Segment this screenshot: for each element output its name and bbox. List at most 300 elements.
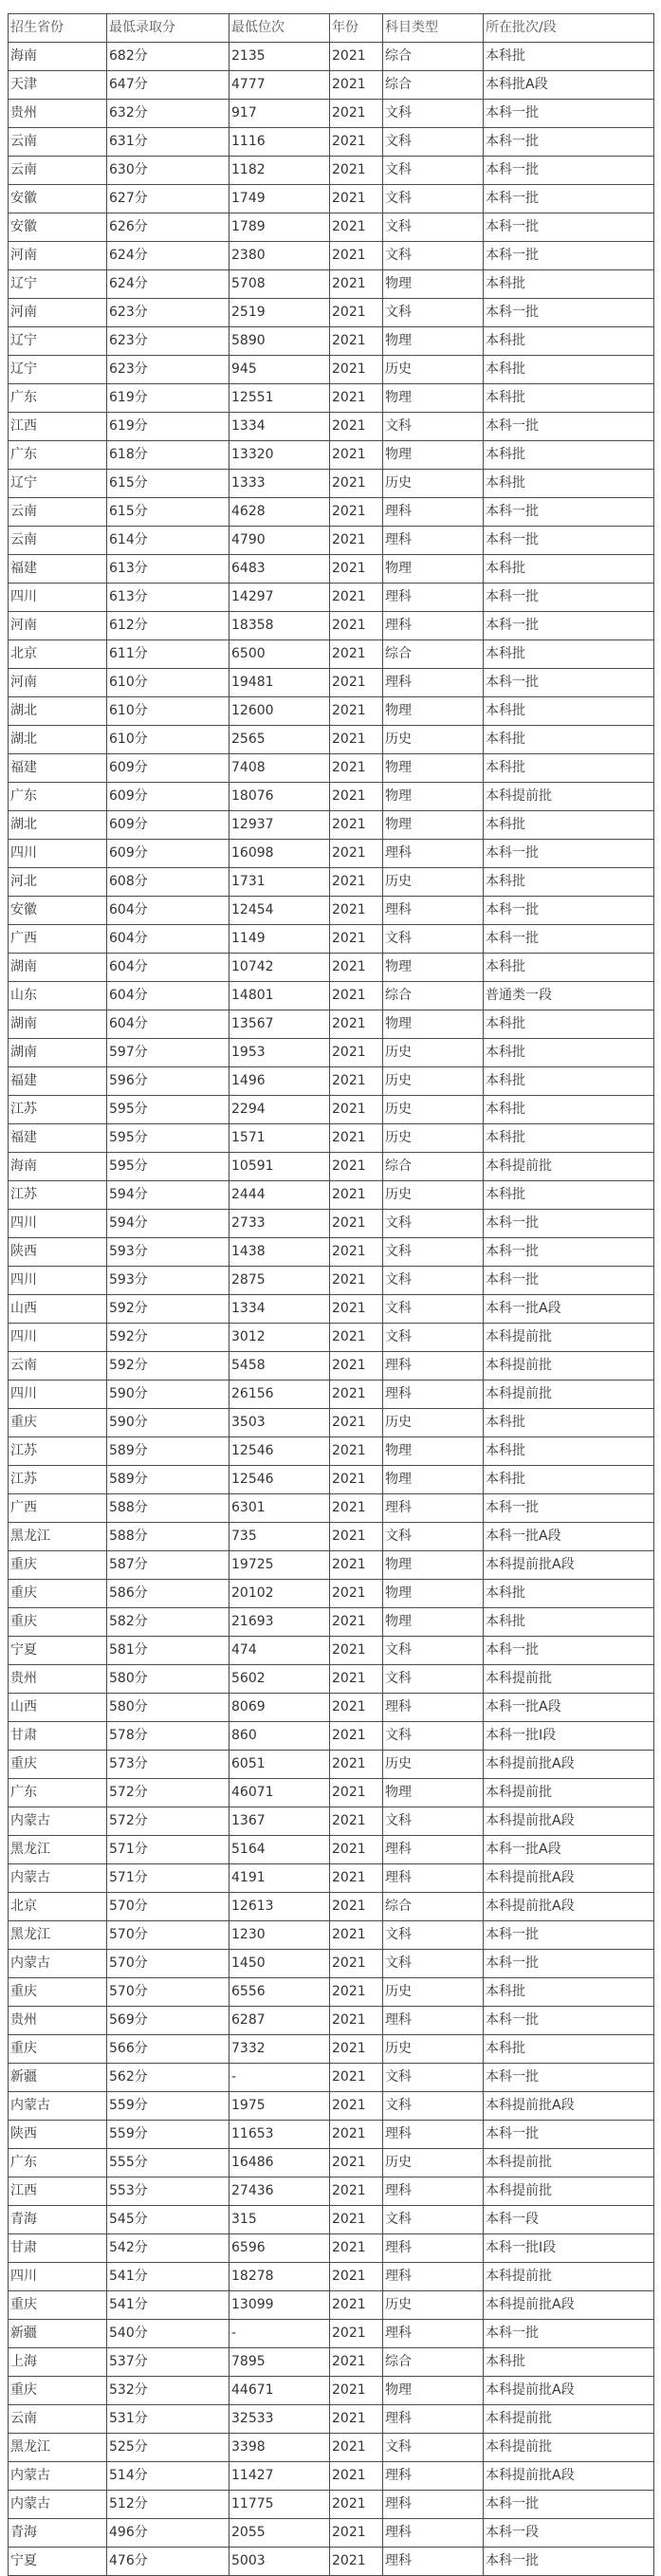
cell-year: 2021 — [330, 185, 383, 213]
cell-batch: 本科一批A段 — [484, 1694, 654, 1722]
cell-province: 广东 — [9, 1779, 107, 1807]
cell-min-rank: 1182 — [230, 157, 330, 185]
table-row — [9, 1921, 654, 1950]
cell-min-rank: 2294 — [230, 1096, 330, 1124]
table-row — [9, 640, 654, 669]
cell-year: 2021 — [330, 1238, 383, 1267]
cell-year: 2021 — [330, 1523, 383, 1551]
cell-batch: 本科批 — [484, 356, 654, 384]
cell-year: 2021 — [330, 1466, 383, 1494]
cell-subject-type: 物理 — [383, 384, 484, 413]
cell-year: 2021 — [330, 213, 383, 242]
table-row — [9, 2263, 654, 2291]
cell-year: 2021 — [330, 1295, 383, 1324]
cell-year: 2021 — [330, 498, 383, 527]
cell-subject-type: 物理 — [383, 1580, 484, 1608]
cell-batch: 本科一批 — [484, 1950, 654, 1978]
cell-min-rank: 2875 — [230, 1267, 330, 1295]
cell-province: 四川 — [9, 840, 107, 868]
cell-year: 2021 — [330, 128, 383, 157]
header-min-rank: 最低位次 — [230, 14, 330, 43]
table-row — [9, 1381, 654, 1409]
table-row — [9, 1181, 654, 1210]
cell-min-score: 604分 — [107, 954, 230, 982]
cell-subject-type: 理科 — [383, 1864, 484, 1893]
cell-min-rank: - — [230, 2320, 330, 2348]
cell-province: 贵州 — [9, 1665, 107, 1694]
cell-subject-type: 理科 — [383, 1694, 484, 1722]
cell-province: 河南 — [9, 612, 107, 640]
cell-min-score: 553分 — [107, 2178, 230, 2206]
cell-province: 安徽 — [9, 185, 107, 213]
cell-subject-type: 理科 — [383, 2405, 484, 2434]
cell-min-rank: 6483 — [230, 555, 330, 584]
cell-subject-type: 文科 — [383, 925, 484, 954]
cell-min-rank: 32533 — [230, 2405, 330, 2434]
cell-batch: 本科批 — [484, 954, 654, 982]
cell-batch: 本科一批 — [484, 584, 654, 612]
cell-batch: 本科一批 — [484, 1637, 654, 1665]
cell-min-score: 627分 — [107, 185, 230, 213]
table-row — [9, 1067, 654, 1096]
cell-min-rank: 1953 — [230, 1039, 330, 1067]
table-row — [9, 1324, 654, 1352]
cell-min-score: 609分 — [107, 783, 230, 811]
cell-min-score: 610分 — [107, 669, 230, 697]
cell-min-score: 571分 — [107, 1836, 230, 1864]
table-row — [9, 185, 654, 213]
cell-batch: 本科一批I段 — [484, 1722, 654, 1751]
cell-batch: 本科提前批 — [484, 1324, 654, 1352]
cell-min-rank: 6500 — [230, 640, 330, 669]
cell-province: 广西 — [9, 925, 107, 954]
cell-province: 内蒙古 — [9, 1950, 107, 1978]
cell-min-rank: 11775 — [230, 2491, 330, 2519]
cell-province: 福建 — [9, 1067, 107, 1096]
cell-province: 河南 — [9, 242, 107, 270]
table-row — [9, 1295, 654, 1324]
cell-batch: 本科批 — [484, 470, 654, 498]
header-province: 招生省份 — [9, 14, 107, 43]
cell-province: 海南 — [9, 1153, 107, 1181]
cell-batch: 本科一批 — [484, 897, 654, 925]
cell-province: 江苏 — [9, 1466, 107, 1494]
cell-subject-type: 文科 — [383, 185, 484, 213]
cell-min-score: 592分 — [107, 1352, 230, 1381]
cell-min-rank: 2055 — [230, 2519, 330, 2548]
table-row — [9, 697, 654, 726]
cell-subject-type: 理科 — [383, 2320, 484, 2348]
header-subject-type: 科目类型 — [383, 14, 484, 43]
cell-year: 2021 — [330, 783, 383, 811]
cell-province: 四川 — [9, 1324, 107, 1352]
cell-min-score: 609分 — [107, 754, 230, 783]
cell-subject-type: 理科 — [383, 2263, 484, 2291]
cell-min-rank: 20102 — [230, 1580, 330, 1608]
table-row — [9, 1466, 654, 1494]
table-row — [9, 2519, 654, 2548]
cell-batch: 本科批 — [484, 726, 654, 754]
cell-min-score: 623分 — [107, 299, 230, 327]
cell-min-score: 588分 — [107, 1494, 230, 1523]
cell-year: 2021 — [330, 811, 383, 840]
cell-min-score: 555分 — [107, 2149, 230, 2178]
cell-min-rank: 21693 — [230, 1608, 330, 1637]
cell-subject-type: 综合 — [383, 640, 484, 669]
cell-min-score: 512分 — [107, 2491, 230, 2519]
cell-min-score: 631分 — [107, 128, 230, 157]
table-row — [9, 1437, 654, 1466]
cell-min-rank: 11653 — [230, 2121, 330, 2149]
cell-batch: 本科批 — [484, 441, 654, 470]
cell-min-rank: 12937 — [230, 811, 330, 840]
cell-batch: 本科一批 — [484, 498, 654, 527]
cell-subject-type: 文科 — [383, 1807, 484, 1836]
cell-subject-type: 理科 — [383, 2462, 484, 2491]
table-row — [9, 43, 654, 71]
cell-min-rank: 14297 — [230, 584, 330, 612]
cell-subject-type: 物理 — [383, 270, 484, 299]
cell-batch: 本科批 — [484, 1096, 654, 1124]
cell-year: 2021 — [330, 2291, 383, 2320]
cell-batch: 本科一批 — [484, 925, 654, 954]
cell-year: 2021 — [330, 242, 383, 270]
table-row — [9, 157, 654, 185]
cell-subject-type: 物理 — [383, 327, 484, 356]
cell-subject-type: 理科 — [383, 1494, 484, 1523]
cell-subject-type: 理科 — [383, 584, 484, 612]
cell-subject-type: 历史 — [383, 2291, 484, 2320]
cell-province: 广东 — [9, 2149, 107, 2178]
cell-subject-type: 文科 — [383, 299, 484, 327]
cell-subject-type: 理科 — [383, 612, 484, 640]
cell-subject-type: 理科 — [383, 2548, 484, 2576]
cell-province: 湖南 — [9, 1039, 107, 1067]
cell-province: 广东 — [9, 384, 107, 413]
table-row — [9, 1637, 654, 1665]
cell-min-rank: 1334 — [230, 1295, 330, 1324]
cell-year: 2021 — [330, 868, 383, 897]
table-header-row — [9, 14, 654, 43]
cell-min-rank: 19481 — [230, 669, 330, 697]
cell-province: 辽宁 — [9, 470, 107, 498]
cell-min-rank: 11427 — [230, 2462, 330, 2491]
table-row — [9, 1039, 654, 1067]
cell-batch: 本科批 — [484, 1437, 654, 1466]
cell-min-score: 647分 — [107, 71, 230, 100]
cell-province: 黑龙江 — [9, 1836, 107, 1864]
cell-subject-type: 综合 — [383, 1893, 484, 1921]
cell-subject-type: 理科 — [383, 498, 484, 527]
cell-province: 重庆 — [9, 1751, 107, 1779]
cell-year: 2021 — [330, 1381, 383, 1409]
cell-year: 2021 — [330, 925, 383, 954]
cell-min-score: 541分 — [107, 2291, 230, 2320]
cell-year: 2021 — [330, 897, 383, 925]
cell-min-score: 540分 — [107, 2320, 230, 2348]
cell-min-rank: 27436 — [230, 2178, 330, 2206]
cell-batch: 本科提前批 — [484, 2178, 654, 2206]
table-row — [9, 612, 654, 640]
table-row — [9, 954, 654, 982]
cell-min-rank: 1334 — [230, 413, 330, 441]
cell-subject-type: 理科 — [383, 2491, 484, 2519]
cell-min-rank: 5164 — [230, 1836, 330, 1864]
cell-year: 2021 — [330, 1039, 383, 1067]
cell-batch: 本科一批 — [484, 299, 654, 327]
cell-batch: 本科提前批A段 — [484, 2291, 654, 2320]
cell-batch: 本科提前批 — [484, 1665, 654, 1694]
cell-subject-type: 综合 — [383, 2348, 484, 2377]
cell-min-rank: 12546 — [230, 1466, 330, 1494]
cell-min-score: 587分 — [107, 1551, 230, 1580]
cell-subject-type: 文科 — [383, 1665, 484, 1694]
cell-min-rank: 5708 — [230, 270, 330, 299]
cell-year: 2021 — [330, 1751, 383, 1779]
cell-min-score: 592分 — [107, 1295, 230, 1324]
cell-year: 2021 — [330, 1181, 383, 1210]
cell-year: 2021 — [330, 1978, 383, 2007]
cell-min-rank: 7332 — [230, 2035, 330, 2064]
cell-min-rank: 12454 — [230, 897, 330, 925]
cell-subject-type: 物理 — [383, 2377, 484, 2405]
cell-year: 2021 — [330, 2064, 383, 2092]
cell-batch: 本科提前批 — [484, 1381, 654, 1409]
cell-min-score: 590分 — [107, 1381, 230, 1409]
table-row — [9, 470, 654, 498]
cell-subject-type: 文科 — [383, 242, 484, 270]
cell-year: 2021 — [330, 1067, 383, 1096]
cell-subject-type: 文科 — [383, 128, 484, 157]
cell-batch: 本科一段 — [484, 2206, 654, 2234]
cell-subject-type: 物理 — [383, 1608, 484, 1637]
cell-year: 2021 — [330, 384, 383, 413]
cell-year: 2021 — [330, 2320, 383, 2348]
cell-min-score: 580分 — [107, 1665, 230, 1694]
cell-min-rank: 12613 — [230, 1893, 330, 1921]
cell-min-score: 559分 — [107, 2092, 230, 2121]
cell-year: 2021 — [330, 2348, 383, 2377]
cell-min-score: 623分 — [107, 356, 230, 384]
cell-year: 2021 — [330, 71, 383, 100]
cell-province: 重庆 — [9, 1608, 107, 1637]
table-row — [9, 1523, 654, 1551]
table-row — [9, 669, 654, 697]
cell-min-rank: 13567 — [230, 1010, 330, 1039]
cell-year: 2021 — [330, 1893, 383, 1921]
cell-subject-type: 文科 — [383, 1722, 484, 1751]
cell-year: 2021 — [330, 270, 383, 299]
cell-batch: 本科提前批 — [484, 2434, 654, 2462]
cell-min-score: 570分 — [107, 1921, 230, 1950]
cell-min-score: 615分 — [107, 470, 230, 498]
table-row — [9, 1124, 654, 1153]
cell-year: 2021 — [330, 299, 383, 327]
cell-subject-type: 历史 — [383, 470, 484, 498]
cell-min-score: 610分 — [107, 697, 230, 726]
cell-min-rank: 1496 — [230, 1067, 330, 1096]
cell-subject-type: 物理 — [383, 811, 484, 840]
cell-province: 山西 — [9, 1694, 107, 1722]
cell-province: 重庆 — [9, 2035, 107, 2064]
cell-province: 内蒙古 — [9, 2491, 107, 2519]
cell-subject-type: 物理 — [383, 697, 484, 726]
cell-province: 云南 — [9, 527, 107, 555]
cell-batch: 本科一批 — [484, 185, 654, 213]
cell-province: 黑龙江 — [9, 1921, 107, 1950]
cell-year: 2021 — [330, 697, 383, 726]
cell-batch: 本科批 — [484, 1608, 654, 1637]
cell-min-score: 632分 — [107, 100, 230, 128]
cell-year: 2021 — [330, 669, 383, 697]
cell-subject-type: 文科 — [383, 1210, 484, 1238]
cell-min-score: 618分 — [107, 441, 230, 470]
cell-year: 2021 — [330, 2178, 383, 2206]
cell-province: 贵州 — [9, 2007, 107, 2035]
cell-year: 2021 — [330, 1437, 383, 1466]
cell-batch: 本科批 — [484, 1181, 654, 1210]
cell-year: 2021 — [330, 2121, 383, 2149]
cell-batch: 本科批 — [484, 1039, 654, 1067]
cell-batch: 本科批 — [484, 2348, 654, 2377]
cell-batch: 本科一批 — [484, 2320, 654, 2348]
cell-subject-type: 文科 — [383, 1950, 484, 1978]
cell-province: 安徽 — [9, 897, 107, 925]
cell-batch: 本科提前批A段 — [484, 2092, 654, 2121]
cell-year: 2021 — [330, 1494, 383, 1523]
cell-province: 青海 — [9, 2206, 107, 2234]
cell-min-rank: 315 — [230, 2206, 330, 2234]
cell-min-rank: 4191 — [230, 1864, 330, 1893]
table-row — [9, 1580, 654, 1608]
cell-year: 2021 — [330, 954, 383, 982]
cell-batch: 本科提前批A段 — [484, 1864, 654, 1893]
cell-min-score: 624分 — [107, 242, 230, 270]
cell-min-score: 609分 — [107, 840, 230, 868]
cell-min-score: 604分 — [107, 982, 230, 1010]
cell-batch: 本科提前批 — [484, 1779, 654, 1807]
table-row — [9, 897, 654, 925]
table-row — [9, 1950, 654, 1978]
cell-province: 江苏 — [9, 1096, 107, 1124]
cell-min-score: 613分 — [107, 555, 230, 584]
admission-scores-table — [8, 13, 654, 2576]
cell-min-rank: 7895 — [230, 2348, 330, 2377]
cell-subject-type: 历史 — [383, 1067, 484, 1096]
cell-subject-type: 物理 — [383, 1551, 484, 1580]
cell-min-rank: 14801 — [230, 982, 330, 1010]
cell-min-score: 589分 — [107, 1466, 230, 1494]
cell-province: 安徽 — [9, 213, 107, 242]
cell-year: 2021 — [330, 1722, 383, 1751]
table-row — [9, 2320, 654, 2348]
table-row — [9, 1694, 654, 1722]
table-row — [9, 356, 654, 384]
table-row — [9, 270, 654, 299]
cell-batch: 本科提前批 — [484, 1153, 654, 1181]
cell-year: 2021 — [330, 157, 383, 185]
cell-batch: 本科一批I段 — [484, 2234, 654, 2263]
cell-subject-type: 理科 — [383, 840, 484, 868]
cell-province: 黑龙江 — [9, 2434, 107, 2462]
table-row — [9, 2121, 654, 2149]
cell-batch: 本科一批 — [484, 612, 654, 640]
cell-year: 2021 — [330, 555, 383, 584]
table-row — [9, 726, 654, 754]
header-min-score: 最低录取分 — [107, 14, 230, 43]
cell-province: 上海 — [9, 2348, 107, 2377]
cell-min-rank: 1975 — [230, 2092, 330, 2121]
cell-year: 2021 — [330, 413, 383, 441]
cell-batch: 本科提前批A段 — [484, 1551, 654, 1580]
cell-province: 山东 — [9, 982, 107, 1010]
cell-subject-type: 历史 — [383, 1039, 484, 1067]
cell-batch: 本科批 — [484, 2035, 654, 2064]
cell-min-rank: 1230 — [230, 1921, 330, 1950]
cell-province: 福建 — [9, 555, 107, 584]
cell-min-rank: 6596 — [230, 2234, 330, 2263]
cell-year: 2021 — [330, 1779, 383, 1807]
table-row — [9, 2491, 654, 2519]
cell-year: 2021 — [330, 1409, 383, 1437]
cell-subject-type: 物理 — [383, 783, 484, 811]
cell-min-rank: 474 — [230, 1637, 330, 1665]
cell-min-score: 569分 — [107, 2007, 230, 2035]
cell-batch: 本科提前批 — [484, 2263, 654, 2291]
cell-batch: 本科批 — [484, 43, 654, 71]
cell-province: 辽宁 — [9, 270, 107, 299]
cell-subject-type: 物理 — [383, 1010, 484, 1039]
cell-min-rank: 16486 — [230, 2149, 330, 2178]
cell-min-rank: 5458 — [230, 1352, 330, 1381]
cell-province: 内蒙古 — [9, 1864, 107, 1893]
cell-min-rank: 19725 — [230, 1551, 330, 1580]
table-row — [9, 2007, 654, 2035]
cell-year: 2021 — [330, 43, 383, 71]
cell-year: 2021 — [330, 2035, 383, 2064]
cell-batch: 本科批 — [484, 697, 654, 726]
cell-year: 2021 — [330, 1551, 383, 1580]
cell-batch: 本科一批 — [484, 128, 654, 157]
cell-batch: 本科提前批 — [484, 2405, 654, 2434]
cell-province: 云南 — [9, 157, 107, 185]
cell-min-score: 476分 — [107, 2548, 230, 2576]
cell-province: 江西 — [9, 2178, 107, 2206]
cell-year: 2021 — [330, 1153, 383, 1181]
cell-min-score: 532分 — [107, 2377, 230, 2405]
cell-year: 2021 — [330, 2092, 383, 2121]
cell-province: 天津 — [9, 71, 107, 100]
table-row — [9, 2234, 654, 2263]
cell-province: 甘肃 — [9, 2234, 107, 2263]
cell-subject-type: 文科 — [383, 1523, 484, 1551]
cell-year: 2021 — [330, 840, 383, 868]
cell-min-rank: 18358 — [230, 612, 330, 640]
table-row — [9, 2377, 654, 2405]
cell-batch: 本科一批 — [484, 1267, 654, 1295]
cell-min-score: 537分 — [107, 2348, 230, 2377]
cell-province: 重庆 — [9, 2377, 107, 2405]
cell-batch: 本科批 — [484, 1409, 654, 1437]
cell-province: 四川 — [9, 1267, 107, 1295]
cell-year: 2021 — [330, 470, 383, 498]
cell-subject-type: 文科 — [383, 2092, 484, 2121]
cell-province: 黑龙江 — [9, 1523, 107, 1551]
table-row — [9, 2291, 654, 2320]
cell-batch: 本科一批 — [484, 2548, 654, 2576]
table-row — [9, 868, 654, 897]
cell-subject-type: 理科 — [383, 2121, 484, 2149]
